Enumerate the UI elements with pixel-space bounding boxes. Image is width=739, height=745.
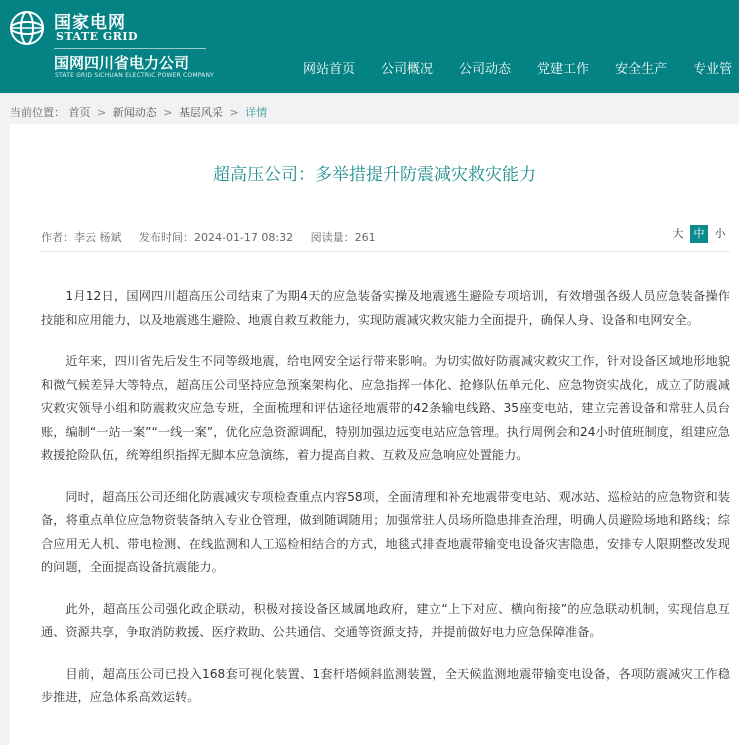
site-header [0, 0, 739, 93]
article-panel [10, 124, 739, 745]
meta-divider [41, 251, 730, 252]
font-size-switcher [669, 225, 729, 243]
article-publish-time: 发布时间：2024-01-17 08:32 [139, 231, 294, 244]
article-paragraph: 1月12日，国网四川超高压公司结束了为期4天的应急装备实操及地震逃生避险专项培训，有效增强各级人员应急装备操作技能和应用能力，以及地震逃生避险、地震自救互救能力，实现防震减灾救灾能力全面提升，确保人身、设备和电网安全。 [41, 289, 730, 327]
article-body [41, 285, 730, 728]
font-size-medium-button[interactable]: 中 [690, 225, 708, 243]
breadcrumb-news[interactable]: 新闻动态 [112, 106, 157, 119]
article-paragraph: 近年来，四川省先后发生不同等级地震，给电网安全运行带来影响。为切实做好防震减灾救灾工作，针对设备区域地形地貌和微气候差异大等特点，超高压公司坚持应急预案架构化、应急指挥一体化、抢修队伍单元化、应急物资实战化，成立了防震减灾救灾领导小组和防震救灾应急专班，全面梳理和评估途径地震带的42条输电线路、35座变电站，建立完善设备和常驻人员台账，编制“一站一案”“一线一案”，优化应急资源调配，特别加强边远变电站应急管理。执行周例会和24小时值班制度，组建应急救援抢险队伍，统筹组织指挥无脚本应急演练，着力提高自救、互救及应急响应处置能力。 [41, 354, 730, 462]
article-meta [41, 229, 390, 245]
breadcrumb-separator: > [163, 106, 173, 119]
article-author: 作者：李云 杨斌 [41, 231, 122, 244]
breadcrumb-separator: > [229, 106, 239, 119]
nav-item-news[interactable]: 公司动态 [459, 62, 512, 77]
nav-item-party[interactable]: 党建工作 [537, 62, 590, 77]
brand-name-cn: 国家电网 [54, 13, 126, 33]
brand-name-en: STATE GRID [56, 30, 139, 43]
breadcrumb-current: 详情 [245, 106, 268, 119]
nav-item-home[interactable]: 网站首页 [303, 62, 356, 77]
article-paragraph: 同时，超高压公司还细化防震减灾专项检查重点内容58项，全面清理和补充地震带变电站、观冰站、巡检站的应急物资和装备，将重点单位应急物资装备纳入专业仓管理，做到随调随用；加强常驻人员场所隐患排查治理，明确人员避险场地和路线；综合应用无人机、带电检测、在线监测和人工巡检相结合的方式，地毯式排查地震带输变电设备灾害隐患，安排专人限期整改发现的问题，全面提高设备抗震能力。 [41, 489, 730, 574]
article-paragraph: 目前，超高压公司已投入168套可视化装置、1套杆塔倾斜监测装置，全天候监测地震带输变电设备，各项防震减灾工作稳步推进，应急体系高效运转。 [41, 666, 730, 704]
breadcrumb-home[interactable]: 首页 [68, 106, 91, 119]
article-paragraph: 此外，超高压公司强化政企联动，积极对接设备区域属地政府，建立“上下对应、横向衔接”的应急联动机制，实现信息互通、资源共享，争取消防救援、医疗救助、公共通信、交通等资源支持，并提前做好电力应急保障准备。 [41, 601, 730, 639]
breadcrumb-grassroots[interactable]: 基层风采 [178, 106, 223, 119]
article-title: 超高压公司：多举措提升防震减灾救灾能力 [213, 165, 536, 185]
nav-item-about[interactable]: 公司概况 [381, 62, 434, 77]
font-size-small-button[interactable]: 小 [714, 227, 726, 240]
breadcrumb [10, 104, 267, 120]
header-divider [54, 48, 206, 49]
article-view-count: 阅读量：261 [310, 231, 376, 244]
main-nav [290, 58, 739, 78]
breadcrumb-separator: > [97, 106, 107, 119]
nav-item-safety[interactable]: 安全生产 [615, 62, 668, 77]
state-grid-logo-icon[interactable] [10, 11, 44, 45]
font-size-large-button[interactable]: 大 [672, 227, 684, 240]
company-name-cn: 国网四川省电力公司 [54, 54, 190, 72]
breadcrumb-label: 当前位置： [10, 106, 65, 119]
nav-item-professional[interactable]: 专业管 [693, 62, 733, 77]
company-name-en: STATE GRID SICHUAN ELECTRIC POWER COMPANY [55, 72, 215, 79]
